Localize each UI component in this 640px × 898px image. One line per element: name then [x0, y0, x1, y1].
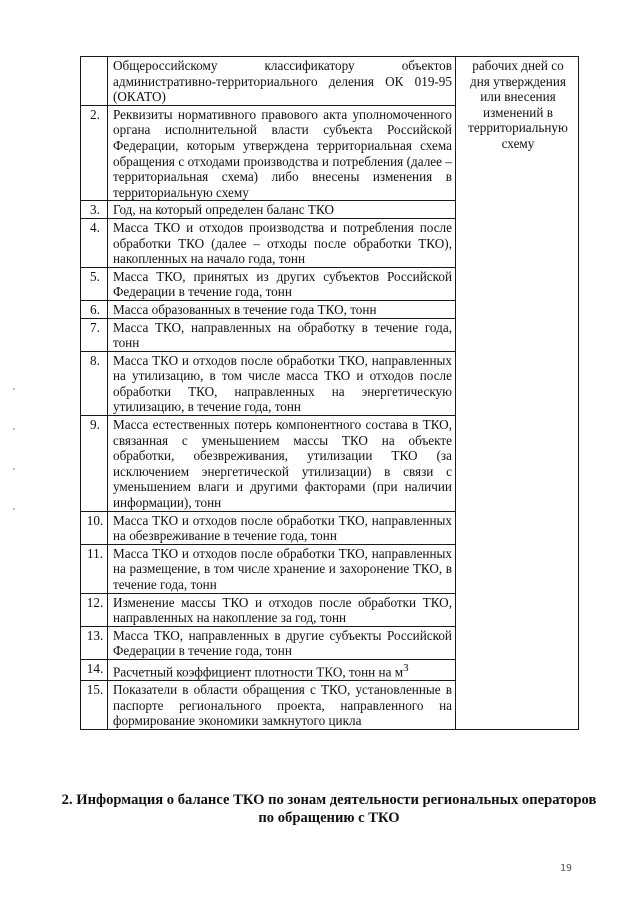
row-number — [81, 57, 108, 106]
row-number: 14. — [81, 659, 108, 680]
row-number: 10. — [81, 511, 108, 544]
row-text: Масса ТКО и отходов после обработки ТКО, направленных на утилизацию, в том числе масса ТКО и отходов после обработки ТКО, направленных на энергетическую утилизацию, в течение года, тонн — [108, 351, 456, 415]
deadline-cell: рабочих дней со дня утверждения или внесения изменений в территориальную схему — [456, 57, 579, 730]
row-text: Масса ТКО и отходов после обработки ТКО, направленных на обезвреживание в течение года, тонн — [108, 511, 456, 544]
row-number: 8. — [81, 351, 108, 415]
table-row — [81, 57, 579, 106]
row-text: Общероссийскому классификатору объектов административно-территориального деления ОК 019-95 (ОКАТО) — [108, 57, 456, 106]
row-number: 3. — [81, 201, 108, 219]
scan-artifact — [13, 388, 15, 548]
cubic-superscript: 3 — [403, 661, 409, 674]
row-text: Год, на который определен баланс ТКО — [108, 201, 456, 219]
section-heading: 2. Информация о балансе ТКО по зонам деятельности региональных операторов по обращению с ТКО — [61, 792, 597, 826]
row-text: Показатели в области обращения с ТКО, установленные в паспорте регионального проекта, направленного на формирование экономики замкнутого цикла — [108, 680, 456, 729]
row-number: 7. — [81, 318, 108, 351]
row-text: Масса ТКО, направленных на обработку в течение года, тонн — [108, 318, 456, 351]
row-number: 6. — [81, 300, 108, 318]
row-number: 11. — [81, 544, 108, 593]
row-text — [108, 659, 456, 680]
row-text: Реквизиты нормативного правового акта уполномоченного органа исполнительной власти субъекта Российской Федерации, которым утверждена территориальная схема обращения с отходами производства и потребления (далее – территориальная схема) либо внесены изменения в территориальную схему — [108, 105, 456, 201]
row-number: 13. — [81, 626, 108, 659]
page-number: 19 — [560, 863, 573, 874]
row-text: Масса ТКО, принятых из других субъектов Российской Федерации в течение года, тонн — [108, 267, 456, 300]
row-text: Масса ТКО и отходов после обработки ТКО, направленных на размещение, в том числе хранение и захоронение ТКО, в течение года, тонн — [108, 544, 456, 593]
row-text: Масса ТКО и отходов производства и потребления после обработки ТКО (далее – отходы после обработки ТКО), накопленных на начало года, тонн — [108, 218, 456, 267]
row-text: Масса естественных потерь компонентного состава в ТКО, связанная с уменьшением массы ТКО на объекте обработки, обезвреживания, утилизации ТКО (за исключением энергетической утилизации) в связи с уменьшением влаги и другими факторами (при наличии информации), тонн — [108, 416, 456, 512]
row-number: 12. — [81, 593, 108, 626]
row-text: Масса ТКО, направленных в другие субъекты Российской Федерации в течение года, тонн — [108, 626, 456, 659]
row-number: 4. — [81, 218, 108, 267]
density-label: Расчетный коэффициент плотности ТКО, тонн на м — [113, 664, 404, 680]
row-number: 5. — [81, 267, 108, 300]
row-number: 15. — [81, 680, 108, 729]
row-number: 2. — [81, 105, 108, 201]
balance-indicators-table — [80, 56, 579, 730]
row-number: 9. — [81, 416, 108, 512]
row-text: Масса образованных в течение года ТКО, тонн — [108, 300, 456, 318]
row-text: Изменение массы ТКО и отходов после обработки ТКО, направленных на накопление за год, тонн — [108, 593, 456, 626]
